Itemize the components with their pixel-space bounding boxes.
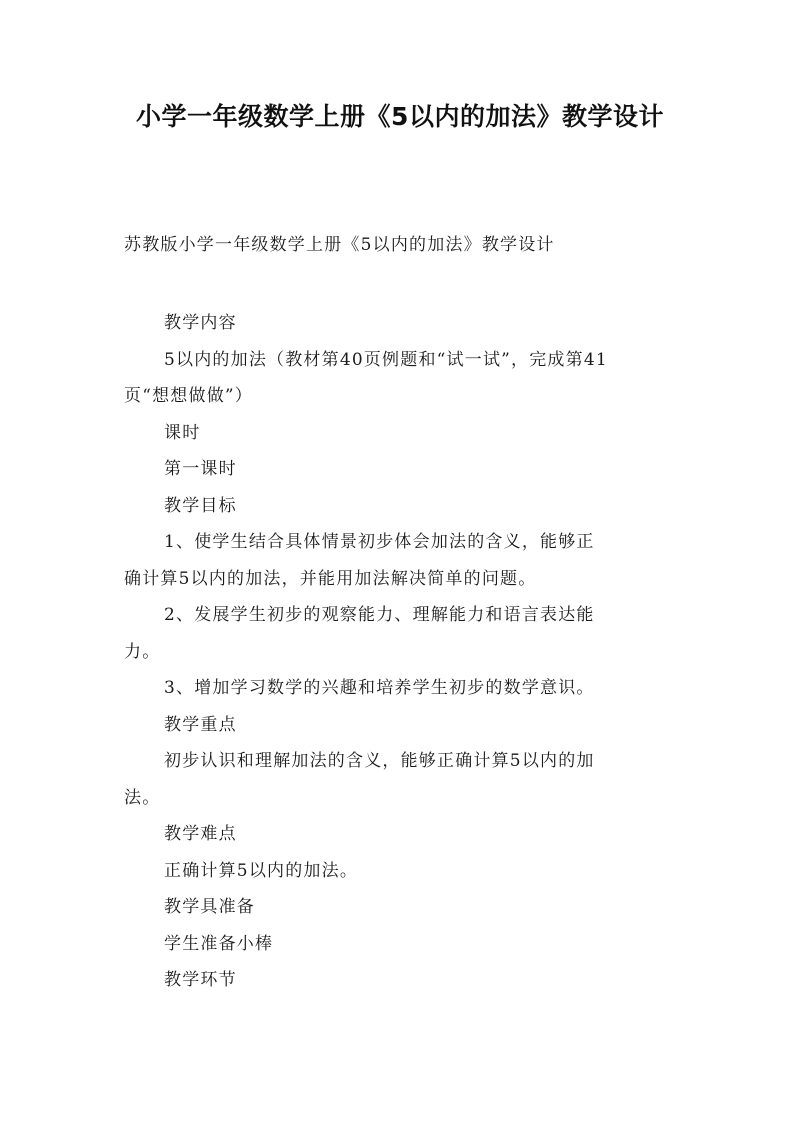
body-text xyxy=(124,305,684,999)
content-line-2: 页“想想做做”） xyxy=(124,386,253,406)
heading-content: 教学内容 xyxy=(164,313,237,333)
document-subtitle: 苏教版小学一年级数学上册《5以内的加法》教学设计 xyxy=(124,235,555,255)
heading-goals: 教学目标 xyxy=(164,495,237,516)
difficulty-value: 正确计算5以内的加法。 xyxy=(164,860,359,881)
goal-1-line-1: 1、使学生结合具体情景初步体会加法的含义，能够正 xyxy=(164,532,595,552)
goal-3: 3、增加学习数学的兴趣和培养学生初步的数学意识。 xyxy=(164,678,595,698)
heading-period: 课时 xyxy=(164,422,201,443)
heading-difficulty: 教学难点 xyxy=(164,824,237,844)
heading-preparation: 教学具准备 xyxy=(164,897,255,917)
goal-2-line-1: 2、发展学生初步的观察能力、理解能力和语言表达能 xyxy=(164,605,595,625)
period-value: 第一课时 xyxy=(164,459,237,479)
goal-2-line-2: 力。 xyxy=(124,641,161,662)
document-title: 小学一年级数学上册《5以内的加法》教学设计 xyxy=(136,102,664,131)
heading-steps: 教学环节 xyxy=(164,970,237,990)
key-line-2: 法。 xyxy=(124,787,161,808)
preparation-value: 学生准备小棒 xyxy=(164,933,274,954)
content-line-1: 5以内的加法（教材第40页例题和“试一试”，完成第41 xyxy=(164,349,608,370)
heading-key-points: 教学重点 xyxy=(164,714,237,735)
key-line-1: 初步认识和理解加法的含义，能够正确计算5以内的加 xyxy=(164,751,595,771)
goal-1-line-2: 确计算5以内的加法，并能用加法解决简单的问题。 xyxy=(124,568,537,589)
